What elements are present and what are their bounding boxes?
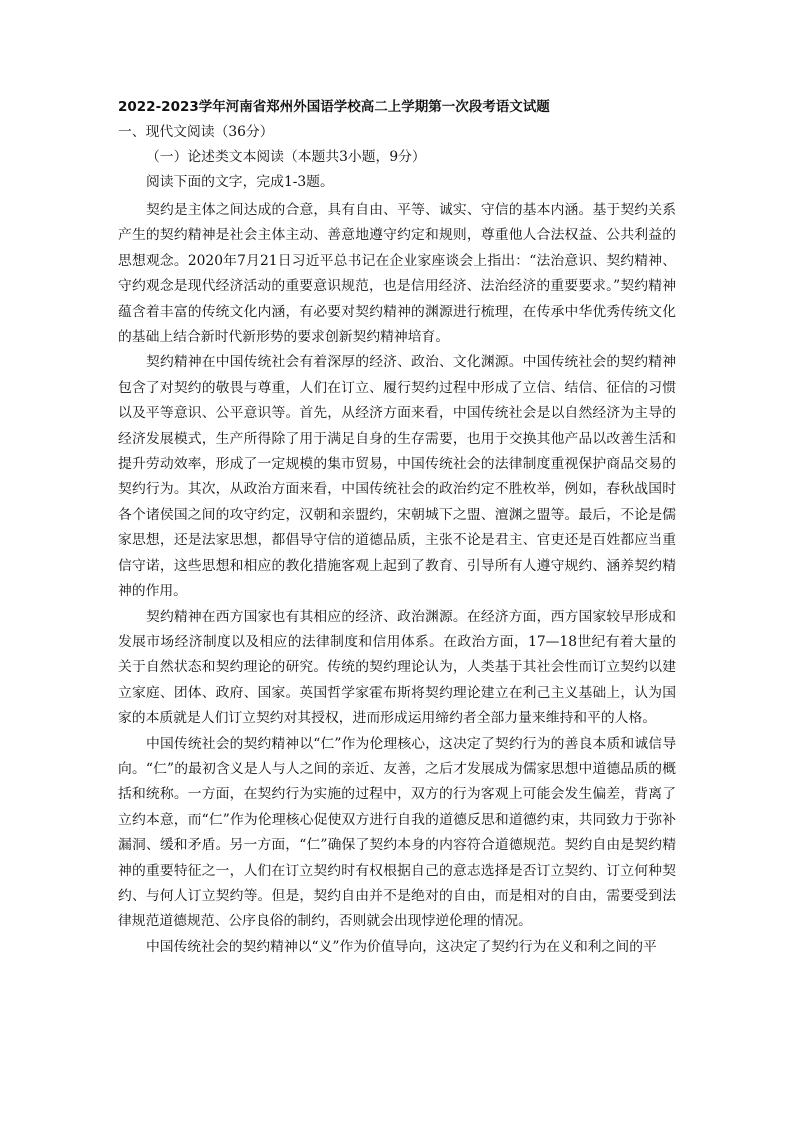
subsection-heading: （一）论述类文本阅读（本题共3小题，9分） — [146, 149, 426, 165]
paragraph: 契约精神在中国传统社会有着深厚的经济、政治、文化渊源。中国传统社会的契约精神包含了对契约的敬畏与尊重，人们在订立、履行契约过程中形成了立信、结信、征信的习惯以及平等意识、公平意识等。首先，从经济方面来看，中国传统社会是以自然经济为主导的经济发展模式，生产所得除了用于满足自身的生存需要，也用于交换其他产品以改善生活和提升劳动效率，形成了一定规模的集市贸易，中国传统社会的法律制度重视保护商品交易的契约行为。其次，从政治方面来看，中国传统社会的政治约定不胜枚举，例如，春秋战国时各个诸侯国之间的攻守约定，汉朝和亲盟约，宋朝城下之盟、澶渊之盟等。最后，不论是儒家思想，还是法家思想，都倡导守信的道德品质，主张不论是君主、官吏还是百姓都应当重信守诺，这些思想和相应的教化措施客观上起到了教育、引导所有人遵守规约、涵养契约精神的作用。 — [118, 354, 676, 600]
paragraph: 中国传统社会的契约精神以“仁”作为伦理核心，这决定了契约行为的善良本质和诚信导向。“仁”的最初含义是人与人之间的亲近、友善，之后才发展成为儒家思想中道德品质的概括和统称。一方面，在契约行为实施的过程中，双方的行为客观上可能会发生偏差，背离了立约本意，而“仁”作为伦理核心促使双方进行自我的道德反思和道德约束，共同致力于弥补漏洞、缓和矛盾。另一方面，“仁”确保了契约本身的内容符合道德规范。契约自由是契约精神的重要特征之一，人们在订立契约时有权根据自己的意志选择是否订立契约、订立何种契约、与何人订立契约等。但是，契约自由并不是绝对的自由，而是相对的自由，需要受到法律规范道德规范、公序良俗的制约，否则就会出现悖逆伦理的情况。 — [118, 735, 676, 930]
section-heading: 一、现代文阅读（36分） — [118, 124, 274, 140]
reading-instruction: 阅读下面的文字，完成1-3题。 — [146, 174, 334, 190]
paragraph: 契约是主体之间达成的合意，具有自由、平等、诚实、守信的基本内涵。基于契约关系产生的契约精神是社会主体主动、善意地遵守约定和规则，尊重他人合法权益、公共利益的思想观念。2020年7月21日习近平总书记在企业家座谈会上指出：“法治意识、契约精神、守约观念是现代经济活动的重要意识规范，也是信用经济、法治经济的重要要求。”契约精神蕴含着丰富的传统文化内涵，有必要对契约精神的渊源进行梳理，在传承中华优秀传统文化的基础上结合新时代新形势的要求创新契约精神培育。 — [118, 202, 676, 346]
document-title: 2022-2023学年河南省郑州外国语学校高二上学期第一次段考语文试题 — [118, 99, 550, 115]
document-page — [118, 98, 676, 960]
paragraph: 契约精神在西方国家也有其相应的经济、政治渊源。在经济方面，西方国家较早形成和发展市场经济制度以及相应的法律制度和信用体系。在政治方面，17—18世纪有着大量的关于自然状态和契约理论的研究。传统的契约理论认为，人类基于其社会性而订立契约以建立家庭、团体、政府、国家。英国哲学家霍布斯将契约理论建立在利己主义基础上，认为国家的本质就是人们订立契约对其授权，进而形成运用缔约者全部力量来维持和平的人格。 — [118, 608, 676, 727]
paragraph: 中国传统社会的契约精神以“义”作为价值导向，这决定了契约行为在义和利之间的平 — [146, 938, 657, 955]
